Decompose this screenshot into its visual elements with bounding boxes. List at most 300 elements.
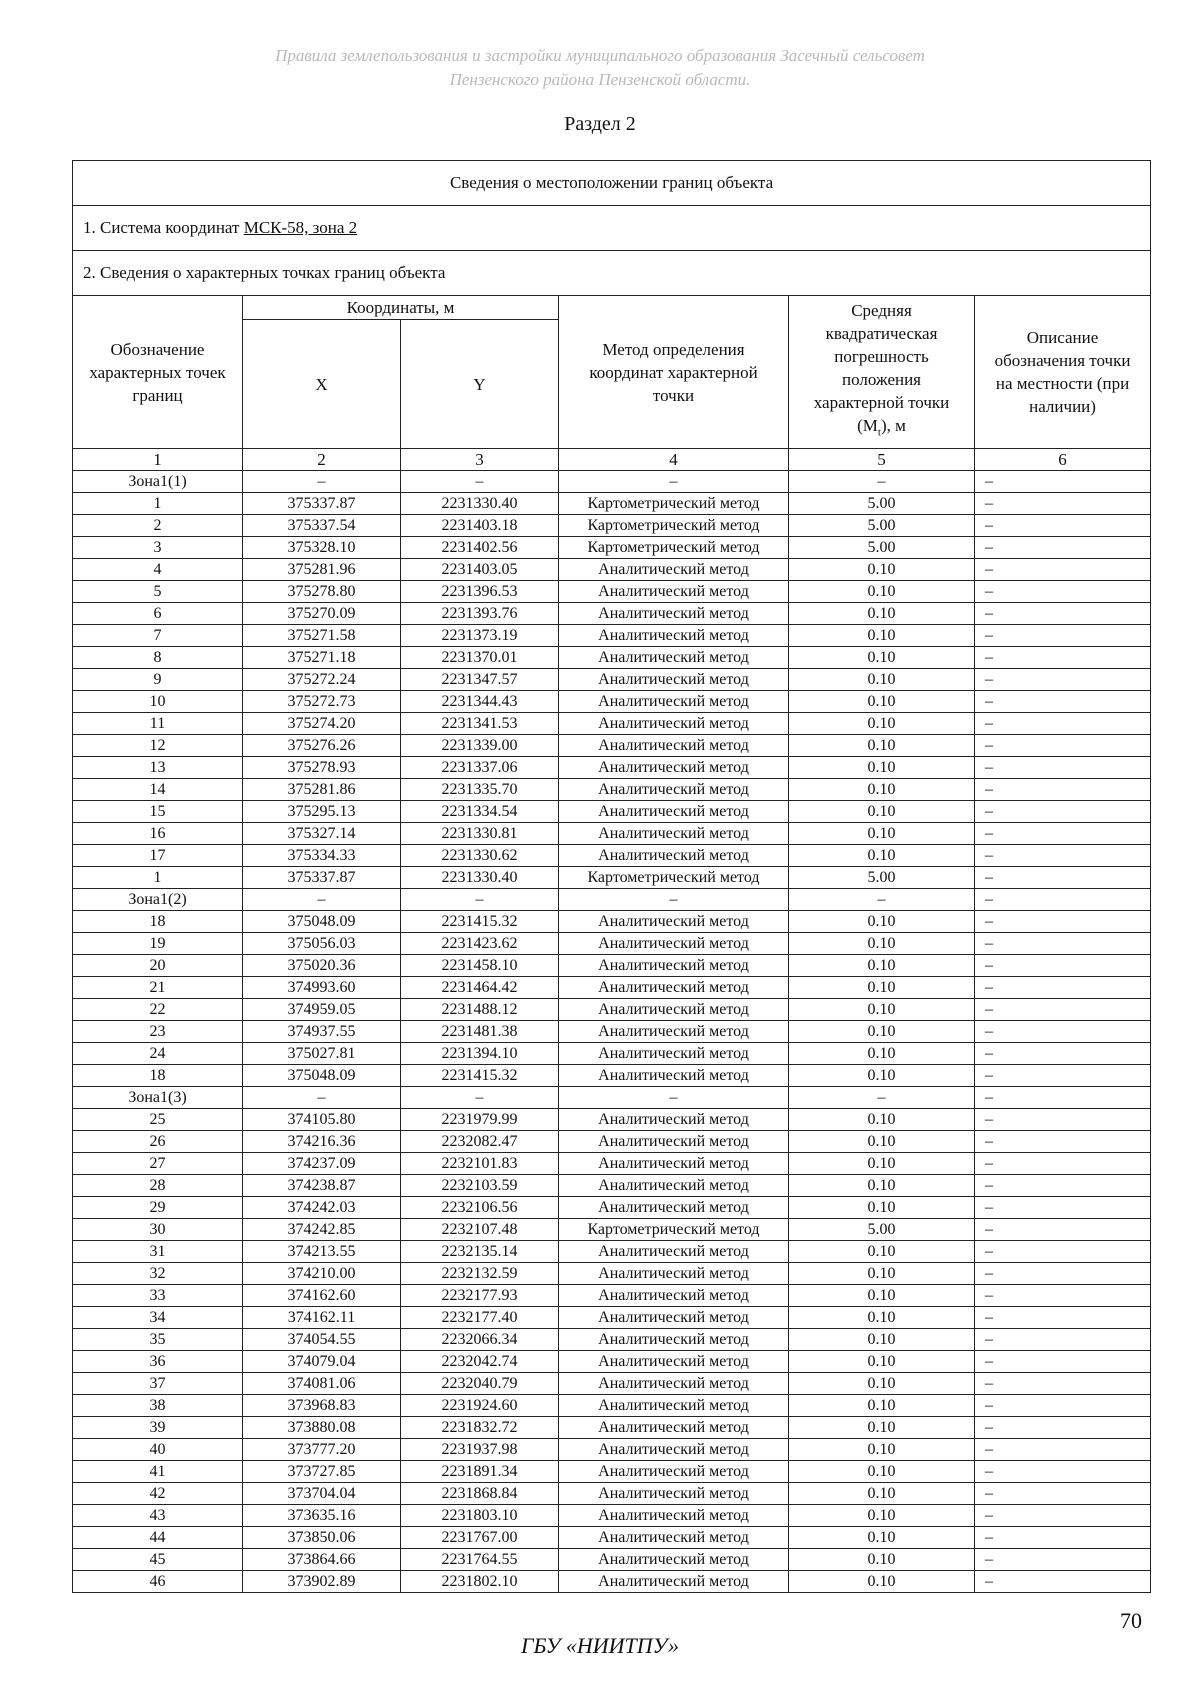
cell-y: 2231423.62 [401,933,559,955]
cell-method: Аналитический метод [559,1131,789,1153]
cell-error: 0.10 [789,735,975,757]
table-row [73,977,1151,999]
table-row [73,1263,1151,1285]
cell-point: 45 [73,1549,243,1571]
cell-error: 0.10 [789,1109,975,1131]
cell-method: Аналитический метод [559,801,789,823]
cell-description: – [975,691,1151,713]
cell-description: – [975,779,1151,801]
cell-method: Аналитический метод [559,603,789,625]
cell-x: 375278.93 [243,757,401,779]
table-row [73,1109,1151,1131]
cell-x: 375048.09 [243,911,401,933]
table-row [73,1219,1151,1241]
cell-x: – [243,1087,401,1109]
cell-method: Аналитический метод [559,1329,789,1351]
cell-y: 2232132.59 [401,1263,559,1285]
cell-description: – [975,1197,1151,1219]
cell-x: 373968.83 [243,1395,401,1417]
cell-method: Аналитический метод [559,1351,789,1373]
cell-point: 16 [73,823,243,845]
cell-method: Аналитический метод [559,1285,789,1307]
cell-error: 0.10 [789,1043,975,1065]
cell-error: – [789,471,975,493]
cell-y: 2232103.59 [401,1175,559,1197]
cell-method: – [559,889,789,911]
cell-point: 19 [73,933,243,955]
cell-x: 375337.87 [243,493,401,515]
col-header-x: X [243,320,401,449]
cell-point: Зона1(2) [73,889,243,911]
cell-x: 374213.55 [243,1241,401,1263]
cell-method: Аналитический метод [559,581,789,603]
cell-description: – [975,1065,1151,1087]
cell-method: Аналитический метод [559,845,789,867]
cell-y: 2232040.79 [401,1373,559,1395]
cell-description: – [975,889,1151,911]
footer-organization: ГБУ «НИИТПУ» [520,1633,680,1658]
cell-point: 33 [73,1285,243,1307]
cell-point: 12 [73,735,243,757]
cell-point: 25 [73,1109,243,1131]
cell-x: 375281.86 [243,779,401,801]
table-row [73,1351,1151,1373]
cell-error: 0.10 [789,1395,975,1417]
cell-y: 2231924.60 [401,1395,559,1417]
table-row [73,867,1151,889]
cell-x: 375270.09 [243,603,401,625]
cell-error: 0.10 [789,1021,975,1043]
cell-point: 18 [73,1065,243,1087]
cell-point: 31 [73,1241,243,1263]
cell-point: 46 [73,1571,243,1593]
cell-point: 23 [73,1021,243,1043]
cell-method: Картометрический метод [559,537,789,559]
cell-method: Аналитический метод [559,823,789,845]
cell-y: 2231764.55 [401,1549,559,1571]
cell-point: 42 [73,1483,243,1505]
cell-description: – [975,1461,1151,1483]
col-header-coords: Координаты, м [243,296,559,320]
cell-description: – [975,1263,1151,1285]
cell-y: 2231458.10 [401,955,559,977]
table-row [73,669,1151,691]
table-row [73,845,1151,867]
cell-x: – [243,471,401,493]
cell-y: 2231347.57 [401,669,559,691]
cell-point: 27 [73,1153,243,1175]
cell-method: Аналитический метод [559,1065,789,1087]
cell-y: 2231403.18 [401,515,559,537]
cell-description: – [975,471,1151,493]
cell-description: – [975,1527,1151,1549]
cell-method: Картометрический метод [559,1219,789,1241]
page-number: 70 [1120,1608,1142,1633]
cell-point: 41 [73,1461,243,1483]
cell-error: 0.10 [789,1483,975,1505]
table-row [73,1505,1151,1527]
cell-description: – [975,1395,1151,1417]
cell-description: – [975,1505,1151,1527]
cell-error: 0.10 [789,1175,975,1197]
table-row [73,1373,1151,1395]
cell-y: 2232135.14 [401,1241,559,1263]
cell-description: – [975,911,1151,933]
cell-method: Аналитический метод [559,1109,789,1131]
cell-error: 0.10 [789,647,975,669]
cell-x: 373902.89 [243,1571,401,1593]
cell-y: 2231373.19 [401,625,559,647]
cell-error: 0.10 [789,1461,975,1483]
cell-error: 0.10 [789,1197,975,1219]
cell-description: – [975,669,1151,691]
cell-x: 374216.36 [243,1131,401,1153]
table-row [73,1527,1151,1549]
cell-description: – [975,1483,1151,1505]
cell-description: – [975,625,1151,647]
table-row [73,1285,1151,1307]
cell-error: 0.10 [789,1549,975,1571]
cell-method: Аналитический метод [559,999,789,1021]
cell-point: 28 [73,1175,243,1197]
cell-description: – [975,493,1151,515]
cell-y: 2231481.38 [401,1021,559,1043]
cell-point: 21 [73,977,243,999]
cell-method: Аналитический метод [559,1153,789,1175]
cell-y: 2231341.53 [401,713,559,735]
cell-x: 373777.20 [243,1439,401,1461]
cell-y: 2231937.98 [401,1439,559,1461]
cell-point: 24 [73,1043,243,1065]
table-row [73,1571,1151,1593]
cell-x: 374238.87 [243,1175,401,1197]
cell-error: 5.00 [789,537,975,559]
cell-method: Картометрический метод [559,515,789,537]
cell-method: Аналитический метод [559,911,789,933]
cell-error: 5.00 [789,1219,975,1241]
cell-x: 374210.00 [243,1263,401,1285]
cell-x: 375334.33 [243,845,401,867]
cell-method: Аналитический метод [559,625,789,647]
coord-system-label: 1. Система координат [83,218,244,237]
cell-method: Аналитический метод [559,647,789,669]
cell-error: 0.10 [789,1439,975,1461]
cell-x: 375337.54 [243,515,401,537]
cell-y: 2231339.00 [401,735,559,757]
cell-description: – [975,1219,1151,1241]
cell-point: 3 [73,537,243,559]
col-number: 5 [789,449,975,471]
cell-x: 374105.80 [243,1109,401,1131]
cell-x: 373727.85 [243,1461,401,1483]
cell-point: 17 [73,845,243,867]
table-row [73,1131,1151,1153]
cell-description: – [975,1285,1151,1307]
cell-error: 5.00 [789,867,975,889]
cell-description: – [975,955,1151,977]
cell-x: 373880.08 [243,1417,401,1439]
cell-error: 0.10 [789,625,975,647]
table-row [73,493,1151,515]
cell-x: 375056.03 [243,933,401,955]
col-number: 4 [559,449,789,471]
cell-error: 0.10 [789,1505,975,1527]
table-row [73,779,1151,801]
cell-point: 18 [73,911,243,933]
cell-description: – [975,647,1151,669]
cell-error: 0.10 [789,757,975,779]
cell-description: – [975,845,1151,867]
cell-y: 2231393.76 [401,603,559,625]
table-row [73,1439,1151,1461]
cell-error: 0.10 [789,1571,975,1593]
cell-y: 2231868.84 [401,1483,559,1505]
cell-description: – [975,1439,1151,1461]
cell-point: 20 [73,955,243,977]
cell-y: 2232101.83 [401,1153,559,1175]
col-header-point: Обозначение характерных точек границ [73,296,243,449]
cell-error: – [789,1087,975,1109]
col-number: 1 [73,449,243,471]
col-header-desc: Описание обозначения точки на местности (при наличии) [975,296,1151,449]
table-row [73,559,1151,581]
cell-x: 375048.09 [243,1065,401,1087]
cell-method: Аналитический метод [559,669,789,691]
table-row [73,889,1151,911]
cell-x: 373704.04 [243,1483,401,1505]
cell-x: 373864.66 [243,1549,401,1571]
cell-point: 39 [73,1417,243,1439]
cell-x: 374993.60 [243,977,401,999]
cell-description: – [975,1021,1151,1043]
table-row [73,999,1151,1021]
cell-error: 0.10 [789,1351,975,1373]
cell-error: 5.00 [789,493,975,515]
cell-x: 375272.24 [243,669,401,691]
cell-y: 2231344.43 [401,691,559,713]
cell-method: Аналитический метод [559,559,789,581]
cell-description: – [975,537,1151,559]
cell-x: 375272.73 [243,691,401,713]
table-row [73,1197,1151,1219]
cell-method: Аналитический метод [559,1263,789,1285]
cell-method: Аналитический метод [559,977,789,999]
cell-y: 2231330.40 [401,867,559,889]
cell-point: 22 [73,999,243,1021]
table-row [73,911,1151,933]
cell-y: 2231488.12 [401,999,559,1021]
cell-method: Аналитический метод [559,1197,789,1219]
cell-x: 374162.11 [243,1307,401,1329]
cell-y: 2232042.74 [401,1351,559,1373]
cell-description: – [975,1373,1151,1395]
table-row [73,625,1151,647]
col-header-method: Метод определения координат характерной точки [559,296,789,449]
cell-point: 2 [73,515,243,537]
cell-description: – [975,713,1151,735]
cell-y: 2231335.70 [401,779,559,801]
cell-method: Аналитический метод [559,1043,789,1065]
table-row [73,1417,1151,1439]
cell-x: 375327.14 [243,823,401,845]
cell-error: 0.10 [789,1153,975,1175]
cell-y: – [401,889,559,911]
coord-system-value: МСК-58, зона 2 [243,218,358,237]
cell-x: 374079.04 [243,1351,401,1373]
cell-description: – [975,999,1151,1021]
table-row [73,1395,1151,1417]
cell-error: 0.10 [789,1241,975,1263]
cell-description: – [975,1351,1151,1373]
cell-point: 26 [73,1131,243,1153]
cell-error: 0.10 [789,1329,975,1351]
cell-point: 43 [73,1505,243,1527]
table-row [73,933,1151,955]
cell-y: 2231415.32 [401,1065,559,1087]
table-row [73,1043,1151,1065]
cell-point: 14 [73,779,243,801]
cell-y: 2232107.48 [401,1219,559,1241]
cell-method: Аналитический метод [559,713,789,735]
cell-error: 0.10 [789,955,975,977]
cell-error: 0.10 [789,1263,975,1285]
cell-y: 2232177.40 [401,1307,559,1329]
table-row [73,757,1151,779]
cell-point: 37 [73,1373,243,1395]
cell-description: – [975,603,1151,625]
cell-x: – [243,889,401,911]
cell-x: 375281.96 [243,559,401,581]
cell-x: 374242.03 [243,1197,401,1219]
cell-y: 2232177.93 [401,1285,559,1307]
cell-method: Аналитический метод [559,1483,789,1505]
cell-method: Аналитический метод [559,933,789,955]
cell-method: Картометрический метод [559,493,789,515]
cell-error: 0.10 [789,911,975,933]
cell-y: 2231402.56 [401,537,559,559]
table-row [73,515,1151,537]
cell-description: – [975,1571,1151,1593]
cell-y: 2231415.32 [401,911,559,933]
cell-y: – [401,1087,559,1109]
cell-method: Аналитический метод [559,691,789,713]
cell-error: – [789,889,975,911]
table-caption: Сведения о местоположении границ объекта [73,161,1151,206]
table-row [73,713,1151,735]
table-row [73,823,1151,845]
cell-point: 6 [73,603,243,625]
cell-error: 0.10 [789,845,975,867]
cell-method: Аналитический метод [559,1395,789,1417]
table-row [73,691,1151,713]
cell-error: 0.10 [789,1131,975,1153]
cell-description: – [975,1417,1151,1439]
cell-error: 0.10 [789,1065,975,1087]
col-header-y: Y [401,320,559,449]
cell-point: 9 [73,669,243,691]
cell-description: – [975,1175,1151,1197]
cell-point: 38 [73,1395,243,1417]
cell-description: – [975,515,1151,537]
table-row [73,1483,1151,1505]
cell-x: 375271.18 [243,647,401,669]
cell-x: 374054.55 [243,1329,401,1351]
cell-description: – [975,933,1151,955]
cell-method: Аналитический метод [559,1417,789,1439]
boundary-points-table [72,160,1151,1593]
cell-point: 11 [73,713,243,735]
cell-point: 10 [73,691,243,713]
cell-x: 373635.16 [243,1505,401,1527]
cell-y: 2231394.10 [401,1043,559,1065]
cell-error: 0.10 [789,801,975,823]
cell-x: 374937.55 [243,1021,401,1043]
cell-y: 2231396.53 [401,581,559,603]
cell-y: 2231330.62 [401,845,559,867]
cell-y: 2231832.72 [401,1417,559,1439]
cell-method: Аналитический метод [559,1571,789,1593]
cell-error: 0.10 [789,1307,975,1329]
cell-x: 375276.26 [243,735,401,757]
cell-method: Аналитический метод [559,1373,789,1395]
cell-x: 374959.05 [243,999,401,1021]
cell-method: Аналитический метод [559,1241,789,1263]
cell-method: Аналитический метод [559,735,789,757]
cell-x: 375337.87 [243,867,401,889]
cell-description: – [975,735,1151,757]
cell-y: 2232082.47 [401,1131,559,1153]
cell-error: 0.10 [789,1373,975,1395]
cell-description: – [975,1043,1151,1065]
cell-method: Аналитический метод [559,1175,789,1197]
cell-point: 35 [73,1329,243,1351]
cell-method: – [559,1087,789,1109]
section-title: Раздел 2 [564,113,636,135]
running-header-line-2: Пензенского района Пензенской области. [449,70,751,89]
table-row [73,1329,1151,1351]
cell-y: 2231464.42 [401,977,559,999]
cell-description: – [975,1241,1151,1263]
col-header-error-text: Средняя квадратическая погрешность положения характерной точки $(M_t)$, м [813,301,950,439]
cell-error: 0.10 [789,999,975,1021]
cell-point: 13 [73,757,243,779]
cell-method: Аналитический метод [559,1439,789,1461]
cell-method: Картометрический метод [559,867,789,889]
cell-x: 375328.10 [243,537,401,559]
table-row [73,1307,1151,1329]
cell-error: 0.10 [789,669,975,691]
cell-y: 2231979.99 [401,1109,559,1131]
cell-description: – [975,581,1151,603]
col-number: 3 [401,449,559,471]
cell-y: 2232066.34 [401,1329,559,1351]
cell-point: 36 [73,1351,243,1373]
cell-point: 1 [73,493,243,515]
cell-method: Аналитический метод [559,1505,789,1527]
cell-method: Аналитический метод [559,1527,789,1549]
cell-error: 0.10 [789,603,975,625]
cell-error: 0.10 [789,1285,975,1307]
cell-point: Зона1(1) [73,471,243,493]
cell-error: 0.10 [789,1527,975,1549]
table-row [73,1153,1151,1175]
cell-x: 375020.36 [243,955,401,977]
cell-description: – [975,1131,1151,1153]
cell-description: – [975,977,1151,999]
cell-method: Аналитический метод [559,1461,789,1483]
cell-description: – [975,1109,1151,1131]
table-row [73,1241,1151,1263]
